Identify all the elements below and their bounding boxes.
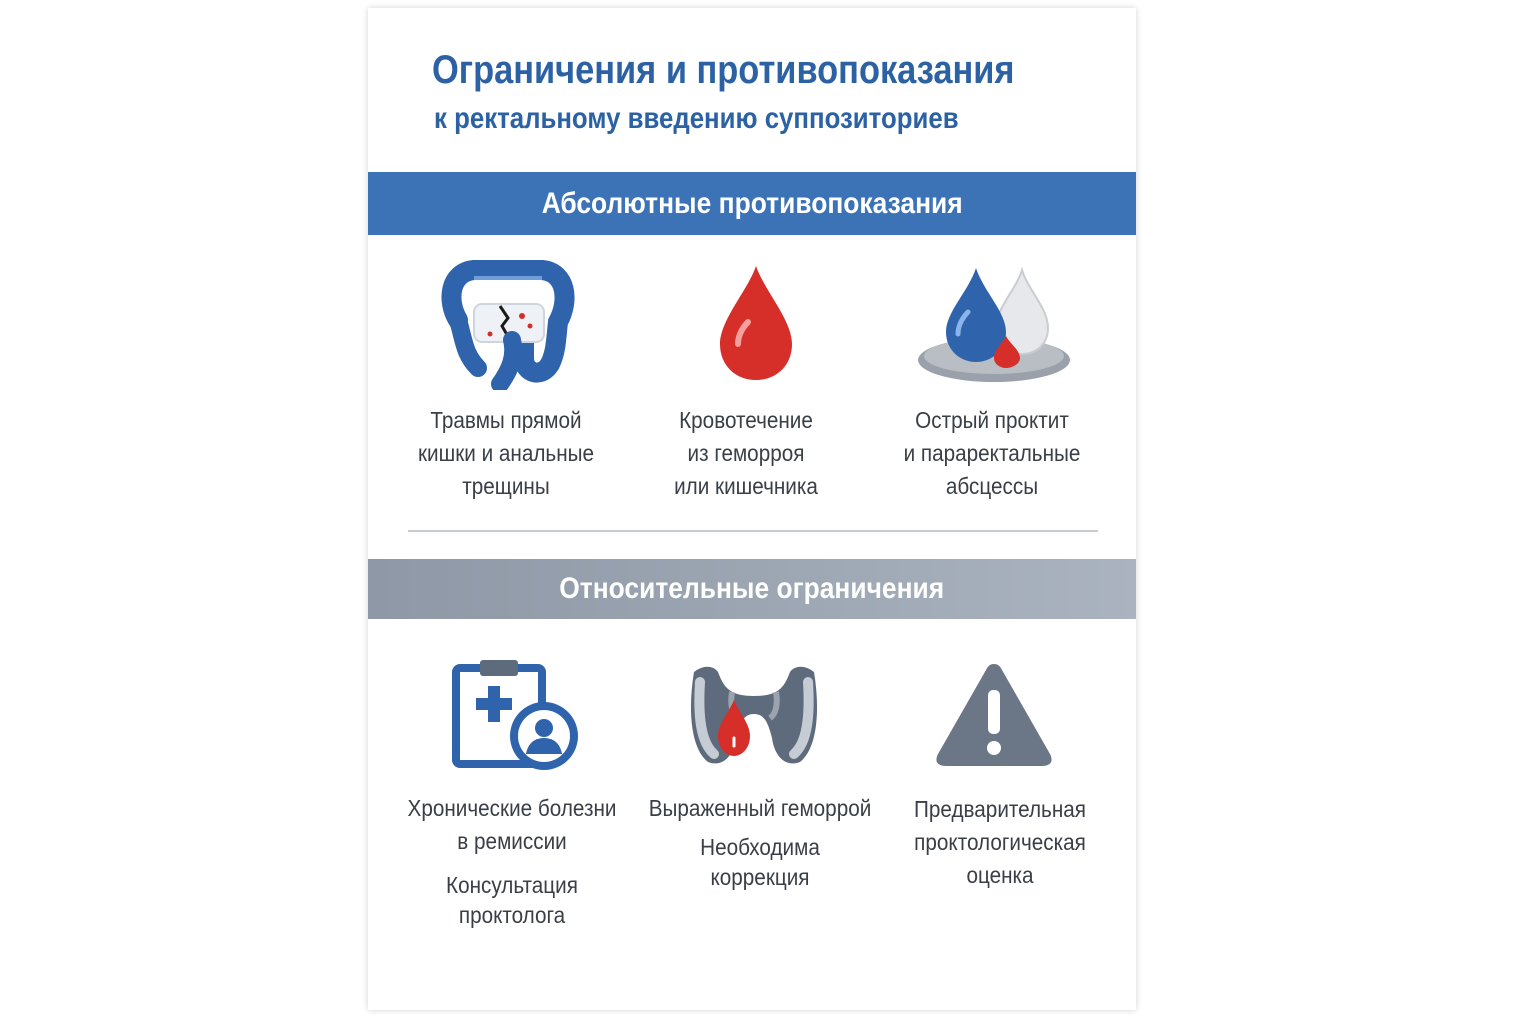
relative-section-title: Относительные ограничения: [559, 572, 945, 605]
relative-item-3-label: Предварительная проктологическая оценка: [914, 796, 1086, 888]
inflammation-drops-icon: [914, 264, 1074, 388]
warning-icon: [932, 660, 1056, 770]
relative-item-1-note: Консультация проктолога: [446, 872, 578, 928]
absolute-section-header: [368, 172, 1136, 235]
blood-drop-icon: [714, 264, 798, 384]
relative-item-2-note: Необходима коррекция: [700, 834, 820, 890]
section-divider: [408, 530, 1098, 532]
intestine-injury-icon: [438, 260, 578, 390]
absolute-section-title: Абсолютные противопоказания: [541, 186, 963, 220]
page-subtitle: к ректальному введению суппозиториев: [434, 102, 959, 135]
absolute-item-2-label: Кровотечение из геморроя или кишечника: [674, 407, 818, 499]
page-title: Ограничения и противопоказания: [432, 48, 1015, 92]
infographic-card: [368, 8, 1136, 1010]
relative-item-2-label: Выраженный геморрой: [648, 795, 872, 821]
absolute-item-3-label: Острый проктит и параректальные абсцессы: [903, 407, 1081, 499]
medical-clipboard-icon: [452, 658, 582, 774]
absolute-item-1-label: Травмы прямой кишки и анальные трещины: [417, 407, 595, 499]
relative-section-header: [368, 559, 1136, 619]
relative-item-1-label: Хронические болезни в ремиссии: [407, 795, 617, 854]
hemorrhoid-icon: [686, 658, 822, 770]
